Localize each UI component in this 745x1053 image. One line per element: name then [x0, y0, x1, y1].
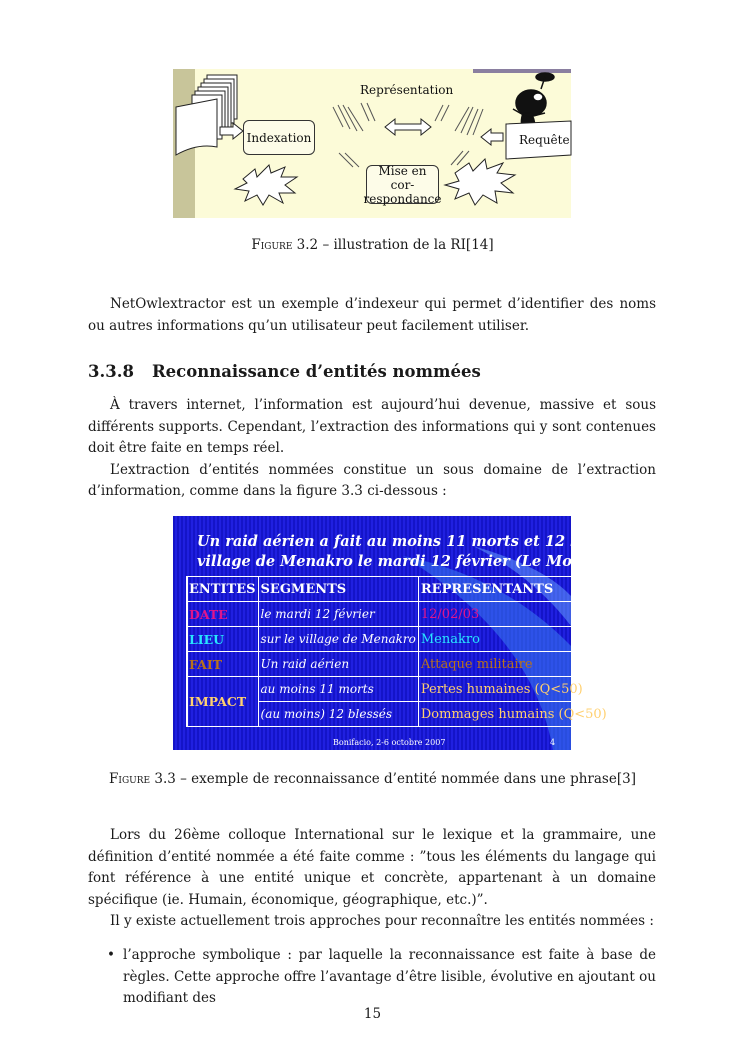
caption-label: Figure 3.3	[109, 771, 176, 787]
caption-text: – illustration de la RI[14]	[318, 237, 494, 253]
headline-line-1: Un raid aérien a fait au moins 11 morts et 12 blessés sur le	[197, 533, 680, 550]
cell-representant: Dommages humains (Q<50)	[418, 702, 609, 727]
header-representants: REPRESENTANTS	[418, 577, 609, 602]
table-row	[187, 602, 610, 627]
cell-segment: (au moins) 12 blessés	[258, 702, 418, 727]
cell-representant: Attaque militaire	[418, 652, 609, 677]
table-row	[187, 652, 610, 677]
list-item	[107, 945, 656, 1010]
section-title-text: Reconnaissance d’entités nommées	[151, 362, 481, 381]
mise-line-1: Mise en cor-	[378, 163, 427, 192]
paragraph-text: L’extraction d’entités nommées constitue un sous domaine de l’extraction d’information, comme dans la figure 3.3 ci-dessous :	[88, 461, 656, 499]
headline-line-2: village de Menakro le mardi 12 février (Le Monde, 2003)	[197, 553, 660, 570]
cell-representant: Pertes humaines (Q<50)	[418, 677, 609, 702]
label-representation: Représentation	[360, 83, 454, 97]
bullet-icon: •	[107, 947, 115, 963]
figure-3-2-image	[173, 69, 571, 218]
paragraph-text: Lors du 26ème colloque International sur le lexique et la grammaire, une définition d’entité nommée a été faite comme : ”tous les éléments du langage qui font référence à une entité unique et concrète, appartenant à un domaine spécifique (ie. Humain, économique, géographique, etc.)”.	[88, 827, 656, 908]
table-row	[187, 677, 610, 702]
paragraph-internet	[88, 395, 656, 503]
section-number: 3.3.8	[88, 362, 134, 381]
cell-entity: LIEU	[187, 627, 259, 652]
box-indexation: Indexation	[243, 120, 315, 155]
cell-segment: Un raid aérien	[258, 652, 418, 677]
page-number: 15	[363, 1006, 382, 1022]
paragraph-netowl	[88, 294, 656, 337]
box-mise-en-correspondance	[363, 163, 442, 206]
figure-headline	[197, 532, 680, 572]
cell-segment: sur le village de Menakro	[258, 627, 418, 652]
paragraph-text: Il y existe actuellement trois approches pour reconnaître les entités nommées :	[110, 913, 654, 929]
cell-segment: au moins 11 morts	[258, 677, 418, 702]
header-segments: SEGMENTS	[258, 577, 418, 602]
list-item-text: l’approche symbolique : par laquelle la reconnaissance est faite à base de règles. Cette approche offre l’avantage d’être lisible, évolutive en ajoutant ou modifiant des	[123, 947, 656, 1006]
cell-entity: FAIT	[187, 652, 259, 677]
mise-line-2: respondance	[363, 191, 442, 206]
section-heading	[88, 362, 481, 381]
cell-entity: DATE	[187, 602, 259, 627]
entities-table	[186, 576, 610, 727]
table-header-row	[187, 577, 610, 602]
figure-3-3-image	[173, 516, 680, 750]
label-requete: Requête	[519, 133, 570, 147]
paragraph-text: NetOwlextractor est un exemple d’indexeur qui permet d’identifier des noms ou autres informations qu’un utilisateur peut facilement utiliser.	[88, 296, 656, 334]
table-row	[187, 627, 610, 652]
header-entites: ENTITES	[187, 577, 259, 602]
cell-representant: Menakro	[418, 627, 609, 652]
figure-3-2-caption	[0, 237, 745, 253]
paragraph-colloque	[88, 825, 656, 933]
cell-segment: le mardi 12 février	[258, 602, 418, 627]
slide-number: 4	[550, 738, 556, 747]
cell-entity: IMPACT	[187, 677, 259, 727]
figure-3-3-caption	[0, 771, 745, 787]
slide-footer: Bonifacio, 2-6 octobre 2007	[333, 738, 446, 747]
caption-label: Figure 3.2	[251, 237, 319, 253]
cell-representant: 12/02/03	[418, 602, 609, 627]
caption-text: – exemple de reconnaissance d’entité nommée dans une phrase[3]	[175, 771, 636, 787]
paragraph-text: À travers internet, l’information est aujourd’hui devenue, massive et sous différents supports. Cependant, l’extraction des informations qui y sont contenues doit être faite en temps réel.	[88, 397, 656, 456]
